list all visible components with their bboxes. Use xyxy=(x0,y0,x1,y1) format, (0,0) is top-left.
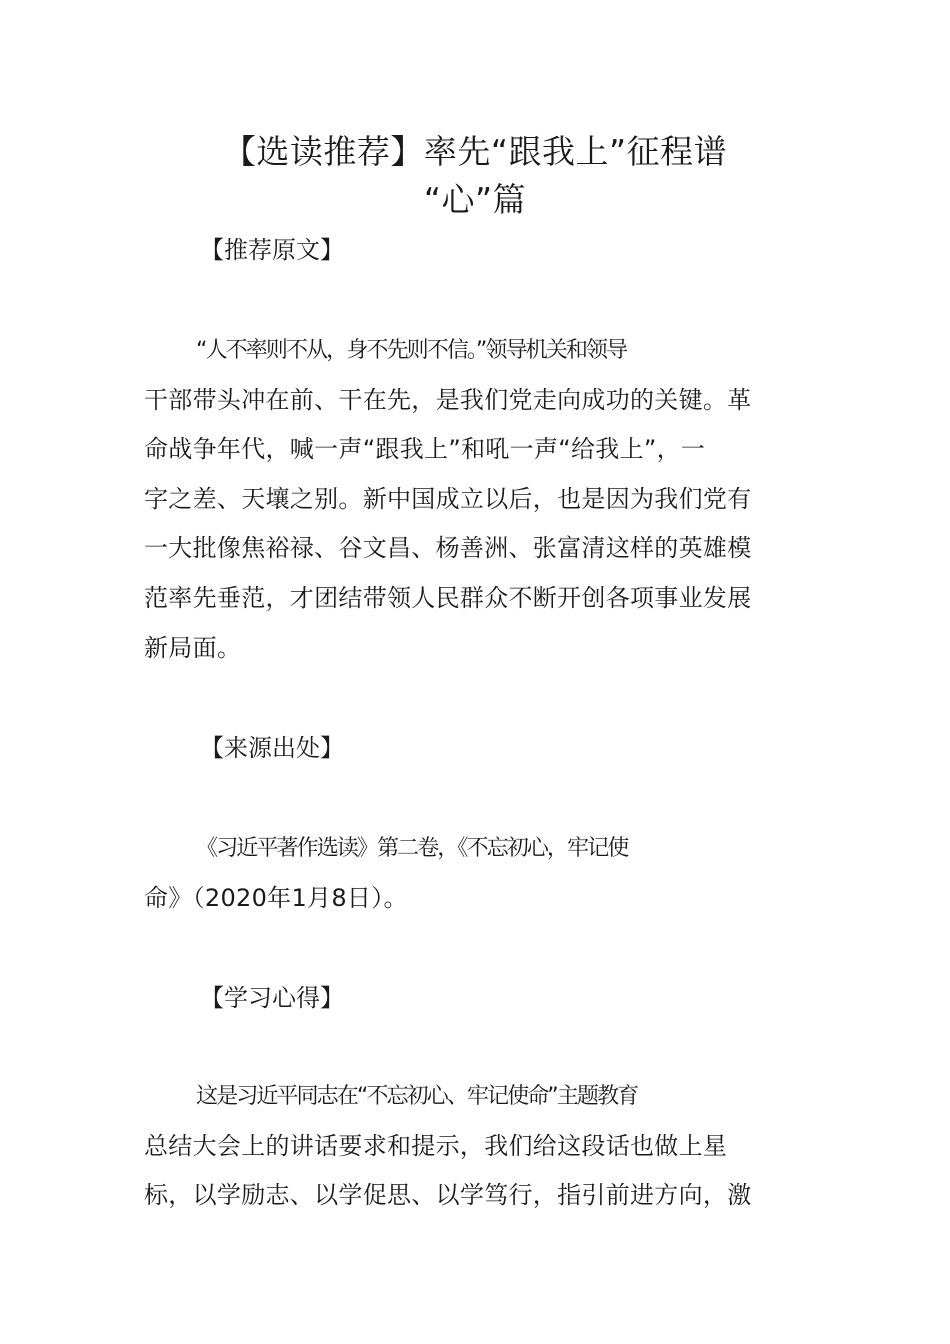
paragraph-line: “人不率则不从，身不先则不信。”领导机关和领导 xyxy=(196,337,627,363)
paragraph-line: 命战争年代，喊一声“跟我上”和吼一声“给我上”，一 xyxy=(144,435,706,464)
paragraph-line: 命》（2020年1月8日）。 xyxy=(144,883,408,912)
paragraph-line: 新局面。 xyxy=(144,633,242,662)
paragraph-line: 标，以学励志、以学促思、以学笃行，指引前进方向，激 xyxy=(144,1181,752,1210)
paragraph-line: 一大批像焦裕禄、谷文昌、杨善洲、张富清这样的英雄模 xyxy=(144,534,752,563)
section-heading-source: 【来源出处】 xyxy=(200,734,344,762)
section-heading-study-notes: 【学习心得】 xyxy=(200,984,344,1012)
paragraph-line: 这是习近平同志在“不忘初心、牢记使命”主题教育 xyxy=(196,1083,638,1109)
section-paragraph-source xyxy=(144,824,808,923)
document-title-line-2: “心”篇 xyxy=(423,180,527,219)
paragraph-line: 总结大会上的讲话要求和提示，我们给这段话也做上星 xyxy=(144,1131,728,1160)
document-title-line-1: 【选读推荐】率先“跟我上”征程谱 xyxy=(222,132,728,171)
paragraph-line: 干部带头冲在前、干在先，是我们党走向成功的关键。革 xyxy=(144,385,752,414)
paragraph-line: 字之差、天壤之别。新中国成立以后，也是因为我们党有 xyxy=(144,484,752,513)
section-paragraph-recommended-text xyxy=(144,326,808,673)
paragraph-line: 范率先垂范，才团结带领人民群众不断开创各项事业发展 xyxy=(144,583,752,612)
paragraph-line: 《习近平著作选读》第二卷，《不忘初心，牢记使 xyxy=(196,835,628,861)
section-heading-recommended-text: 【推荐原文】 xyxy=(200,236,344,264)
section-paragraph-study-notes xyxy=(144,1072,808,1221)
